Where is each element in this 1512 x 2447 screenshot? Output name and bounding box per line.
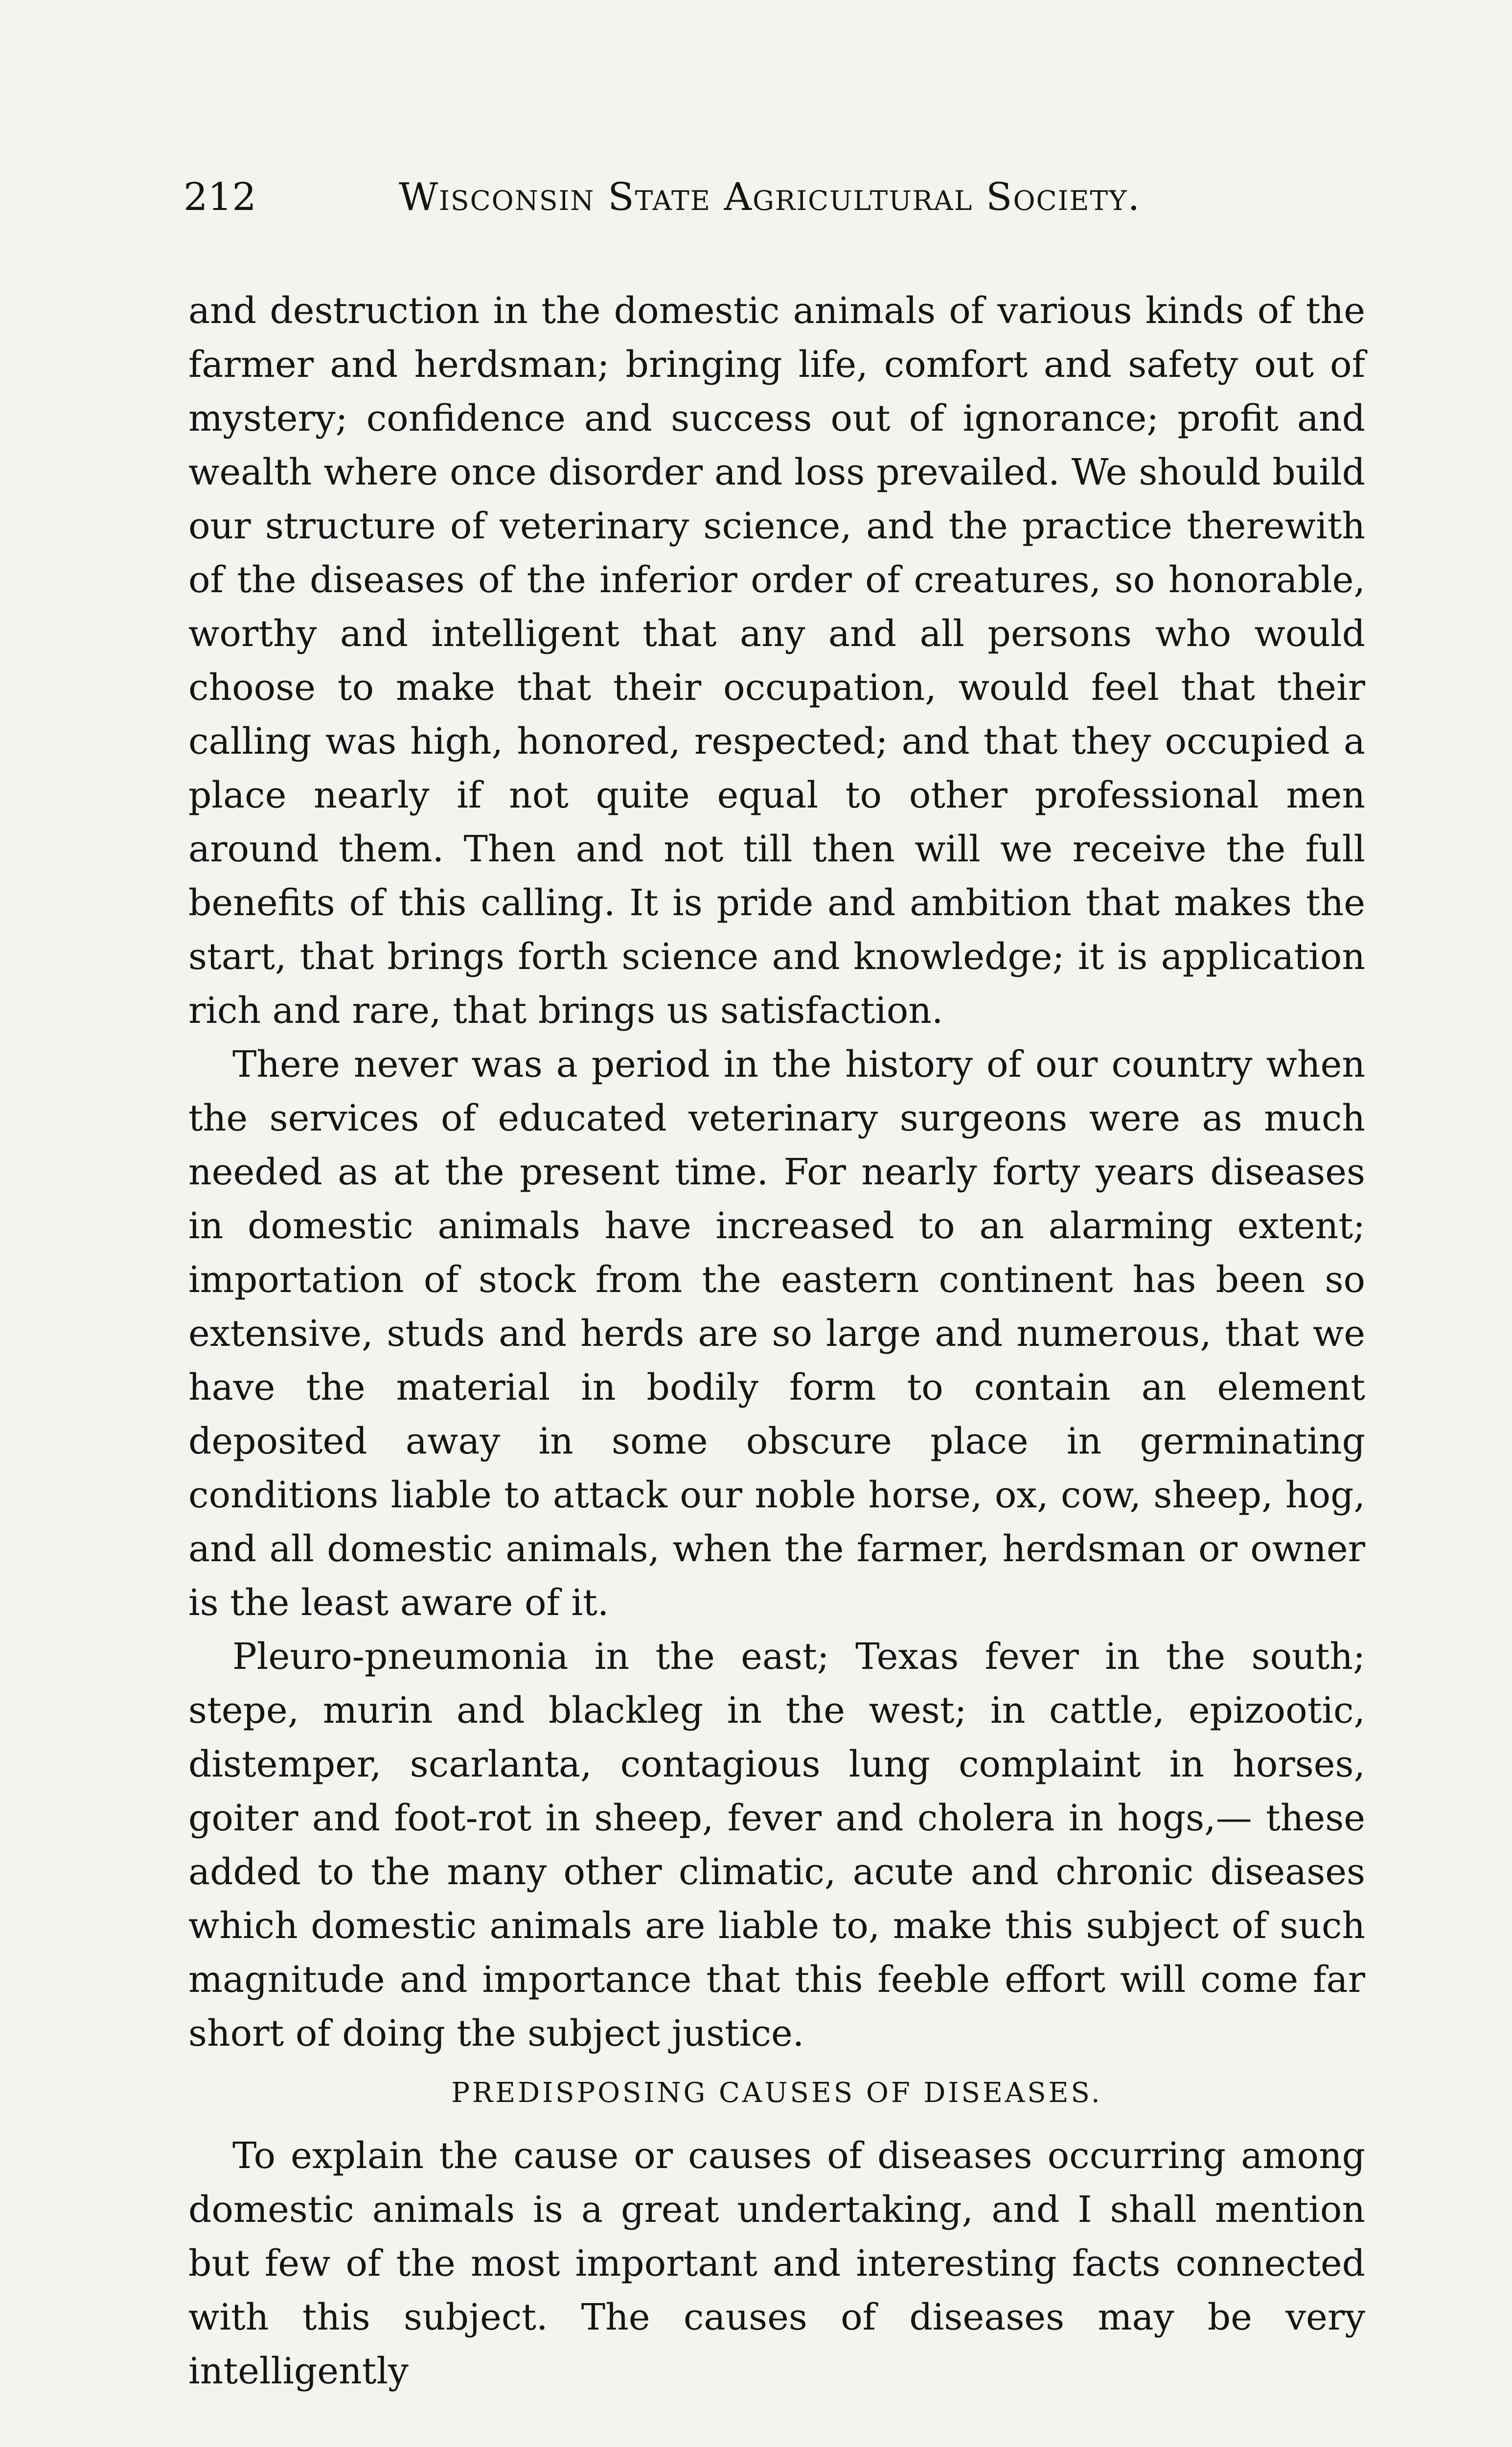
body-text bbox=[188, 284, 1365, 2398]
running-title: Wisconsin State Agricultural Society. bbox=[399, 175, 1141, 219]
paragraph-diseases-list: Pleuro-pneumonia in the east; Texas fever in the south; stepe, murin and blackleg in the west; in cattle, epizootic, distemper, scarlanta, contagious lung complaint in horses, goiter and foot-rot in sheep, fever and cholera in hogs,— these added to the many other climatic, acute and chronic diseases which domestic animals are liable to, make this subject of such magnitude and importance that this feeble effort will come far short of doing the subject justice. bbox=[188, 1636, 1365, 2055]
paragraph-continued: and destruction in the domestic animals of various kinds of the farmer and herdsman; bringing life, comfort and safety out of mystery; confidence and success out of ignorance; profit and wealth where once disorder and loss prevailed. We should build our structure of veterinary science, and the practice therewith of the diseases of the inferior order of creatures, so honorable, worthy and intelligent that any and all persons who would choose to make that their occupation, would feel that their calling was high, honored, respected; and that they occupied a place nearly if not quite equal to other professional men around them. Then and not till then will we receive the full benefits of this calling. It is pride and ambition that makes the start, that brings forth science and knowledge; it is application rich and rare, that brings us satisfaction. bbox=[188, 290, 1365, 1032]
paragraph-veterinary-need: There never was a period in the history of our country when the services of educated veterinary surgeons were as much needed as at the present time. For nearly forty years diseases in domestic animals have increased to an alarming extent; importation of stock from the eastern continent has been so extensive, studs and herds are so large and numerous, that we have the material in bodily form to contain an element deposited away in some obscure place in germinating conditions liable to attack our noble horse, ox, cow, sheep, hog, and all domestic animals, when the farmer, herdsman or owner is the least aware of it. bbox=[188, 1043, 1365, 1624]
page-number: 212 bbox=[183, 175, 256, 219]
section-heading: PREDISPOSING CAUSES OF DISEASES. bbox=[451, 2077, 1102, 2109]
paragraph-causes-intro: To explain the cause or causes of diseases occurring among domestic animals is a great undertaking, and I shall mention but few of the most important and interesting facts connected with this subject. The causes of diseases may be very intelligently bbox=[188, 2135, 1365, 2392]
running-head bbox=[183, 170, 1360, 224]
